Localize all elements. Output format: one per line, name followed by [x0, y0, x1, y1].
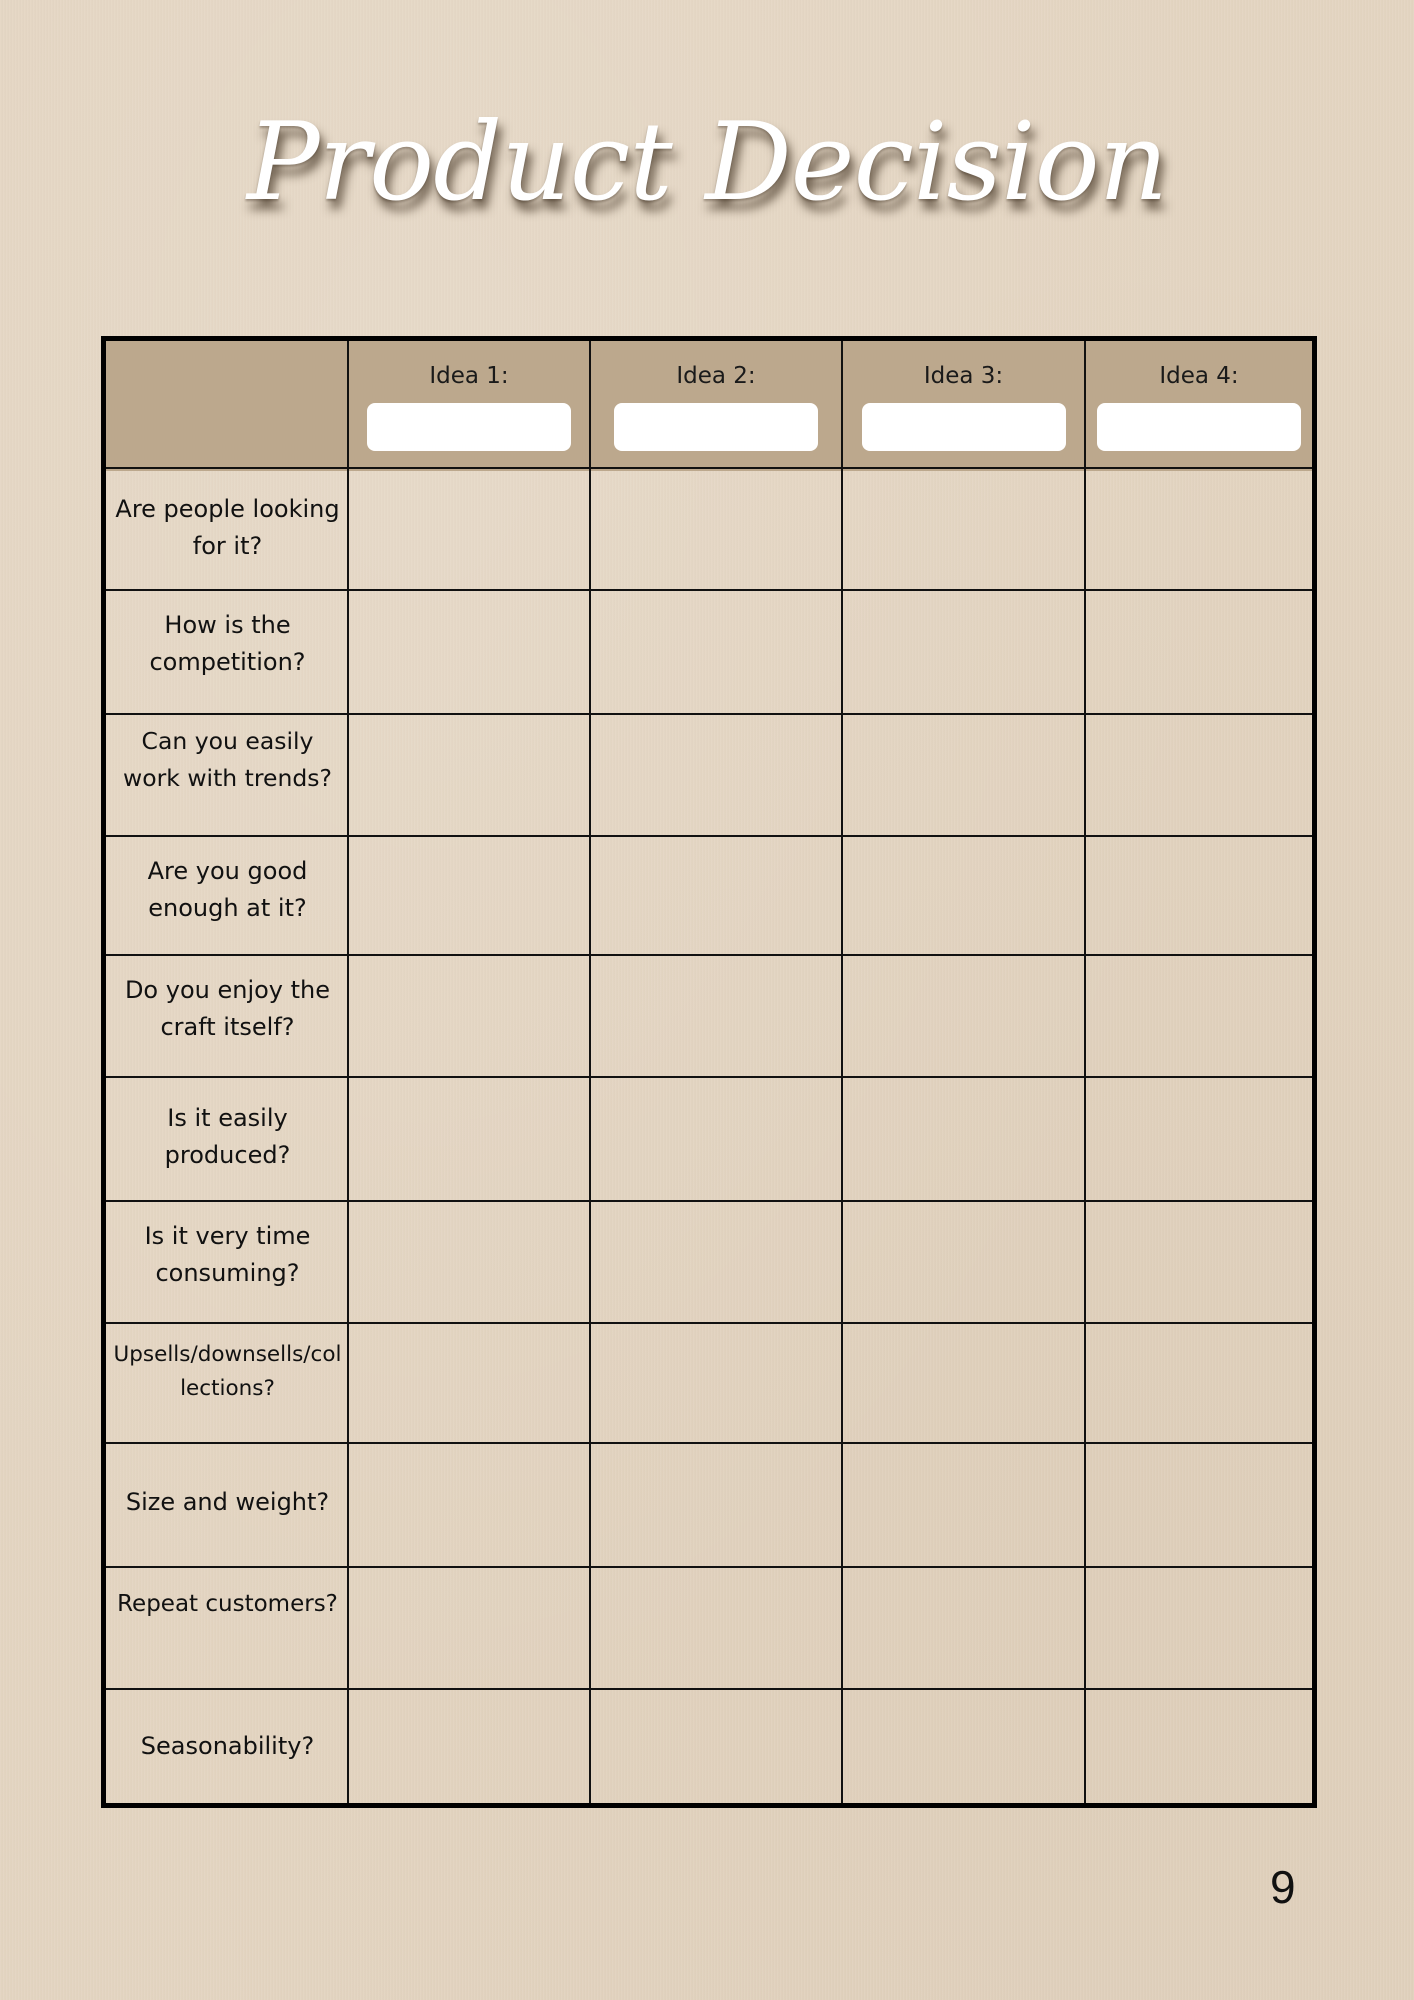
- idea-2-input[interactable]: [614, 403, 818, 451]
- product-decision-table: [101, 336, 1317, 1808]
- idea-4-input[interactable]: [1097, 403, 1301, 451]
- row-label-competition: How is the competition?: [149, 611, 306, 676]
- row-label-seasonability: Seasonability?: [140, 1732, 315, 1760]
- header-idea-4: [1086, 341, 1312, 469]
- row-label-size-weight: Size and weight?: [125, 1488, 330, 1516]
- page-title: Product Decision: [246, 100, 1168, 225]
- row-label-production: Is it easily produced?: [164, 1104, 291, 1169]
- row-label-upsells: Upsells/downsells/collections?: [113, 1342, 342, 1401]
- column-divider: [841, 341, 843, 1803]
- row-label-skill: Are you good enough at it?: [147, 857, 308, 922]
- header-idea-3: [843, 341, 1084, 469]
- row-label-demand: Are people looking for it?: [115, 495, 340, 560]
- idea-4-label: Idea 4:: [1159, 363, 1239, 389]
- idea-2-label: Idea 2:: [676, 363, 756, 389]
- idea-3-input[interactable]: [862, 403, 1066, 451]
- row-label-time: Is it very time consuming?: [144, 1222, 311, 1287]
- idea-1-input[interactable]: [367, 403, 571, 451]
- column-divider: [589, 341, 591, 1803]
- row-label-enjoyment: Do you enjoy the craft itself?: [124, 976, 331, 1041]
- idea-3-label: Idea 3:: [923, 363, 1004, 389]
- row-label-repeat-customers: Repeat customers?: [117, 1591, 338, 1617]
- column-divider: [1084, 341, 1086, 1803]
- header-idea-2: [591, 341, 841, 469]
- row-label-trends: Can you easily work with trends?: [122, 727, 332, 792]
- header-idea-1: [349, 341, 589, 469]
- page-number: 9: [1270, 1861, 1296, 1913]
- idea-1-label: Idea 1:: [429, 363, 509, 389]
